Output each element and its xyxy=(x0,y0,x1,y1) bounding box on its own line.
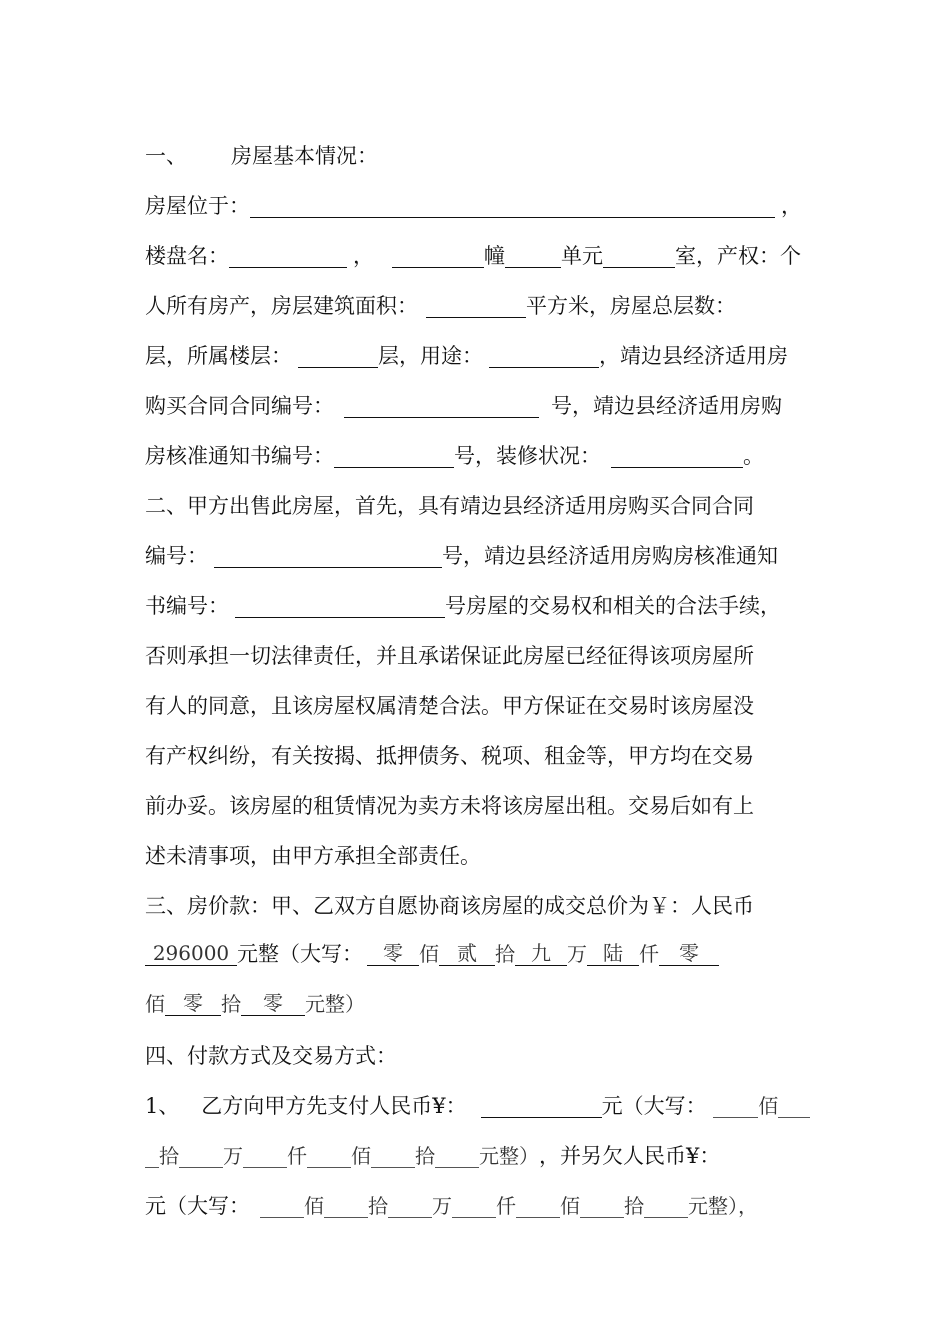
section2-line1 xyxy=(145,478,810,518)
payment-line2 xyxy=(145,1128,810,1168)
payment-bai: 佰 xyxy=(758,1094,779,1118)
payment-shi-blank-a[interactable] xyxy=(778,1097,810,1118)
building-label: 楼盘名： xyxy=(145,244,229,268)
floor-line xyxy=(145,328,810,368)
owe-bai2-blank[interactable] xyxy=(516,1197,560,1218)
section2-line8 xyxy=(145,828,810,868)
section2-line5 xyxy=(145,678,810,718)
section2-label-3: 书编号： xyxy=(145,594,229,618)
price-unit-5: 佰 xyxy=(145,992,165,1016)
section2-line7 xyxy=(145,778,810,818)
owe-wan-blank[interactable] xyxy=(388,1197,432,1218)
owe-shi-blank[interactable] xyxy=(324,1197,368,1218)
use-label: 层，用途： xyxy=(378,344,483,368)
owe-bai-blank[interactable] xyxy=(260,1197,304,1218)
price-unit-6: 拾 xyxy=(221,992,241,1016)
floor-blank[interactable] xyxy=(298,345,378,368)
owe-shi2: 拾 xyxy=(624,1194,644,1218)
notice-no-blank[interactable] xyxy=(334,445,454,468)
payment-shi2: 拾 xyxy=(415,1144,435,1168)
section2-notice-blank[interactable] xyxy=(235,595,445,618)
owe-yuan-label: 元（大写： xyxy=(145,1194,250,1218)
dong-label: 幢 xyxy=(484,244,505,268)
section2-text-2: 号，靖边县经济适用房购房核准通知 xyxy=(442,544,778,568)
notice-no-label: 房核准通知书编号： xyxy=(145,444,334,468)
room-label: 室，产权：个 xyxy=(675,244,801,268)
decoration-end: 。 xyxy=(743,444,764,468)
price-unit-1: 佰 xyxy=(419,942,439,966)
section2-text-7: 前办妥。该房屋的租赁情况为卖方未将该房屋出租。交易后如有上 xyxy=(145,794,754,818)
section1-heading-text: 房屋基本情况： xyxy=(231,144,378,168)
payment-amount-blank[interactable] xyxy=(481,1095,602,1118)
contract-label: ，靖边县经济适用房 xyxy=(599,344,788,368)
payment-shi2-blank[interactable] xyxy=(371,1147,415,1168)
notice-no-line xyxy=(145,428,810,468)
unit-blank[interactable] xyxy=(505,245,561,268)
payment-line1 xyxy=(145,1078,810,1118)
area-label: 人所有房产，房层建筑面积： xyxy=(145,294,418,318)
owe-qian-blank[interactable] xyxy=(452,1197,496,1218)
section1-heading-num: 一、 xyxy=(145,144,187,168)
decoration-blank[interactable] xyxy=(611,445,743,468)
decoration-label: 号，装修状况： xyxy=(454,444,601,468)
payment-bai-blank[interactable] xyxy=(713,1097,759,1118)
section2-text-1: 二、甲方出售此房屋，首先，具有靖边县经济适用房购买合同合同 xyxy=(145,494,754,518)
price-amount[interactable]: 296000 xyxy=(145,941,237,966)
price-digit-7[interactable]: 零 xyxy=(241,991,305,1016)
price-unit-3: 万 xyxy=(567,942,587,966)
building-line xyxy=(145,228,810,268)
location-comma: ， xyxy=(781,194,802,218)
area-blank[interactable] xyxy=(426,295,526,318)
section4-heading-text: 四、付款方式及交易方式： xyxy=(145,1044,397,1068)
owe-bai: 佰 xyxy=(304,1194,324,1218)
price-unit-4: 仟 xyxy=(639,942,659,966)
payment-label: 乙方向甲方先支付人民币¥： xyxy=(201,1094,467,1118)
contract-no-blank[interactable] xyxy=(344,395,539,418)
section2-line4 xyxy=(145,628,810,668)
price-digit-3[interactable]: 九 xyxy=(515,941,567,966)
dong-blank[interactable] xyxy=(392,245,484,268)
unit-label: 单元 xyxy=(561,244,603,268)
owe-bai2: 佰 xyxy=(560,1194,580,1218)
owe-end: 元整）， xyxy=(688,1194,758,1218)
building-blank[interactable] xyxy=(229,245,347,268)
section2-label-2: 编号： xyxy=(145,544,208,568)
payment-bai2: 佰 xyxy=(351,1144,371,1168)
payment-wan: 万 xyxy=(223,1144,243,1168)
payment-line3 xyxy=(145,1178,810,1218)
section3-text-1: 三、房价款：甲、乙双方自愿协商该房屋的成交总价为￥：人民币 xyxy=(145,894,754,918)
price-digit-2[interactable]: 贰 xyxy=(439,941,495,966)
price-end: 元整） xyxy=(305,992,365,1016)
payment-shi: 拾 xyxy=(159,1144,179,1168)
use-blank[interactable] xyxy=(489,345,599,368)
section2-line3 xyxy=(145,578,810,618)
area-line xyxy=(145,278,810,318)
section2-line2 xyxy=(145,528,810,568)
price-yuan-label: 元整（大写： xyxy=(237,942,363,966)
payment-yuanzheng: 元整） xyxy=(479,1144,539,1168)
contract-no-line xyxy=(145,378,810,418)
section2-text-8: 述未清事项，由甲方承担全部责任。 xyxy=(145,844,481,868)
location-line xyxy=(145,178,810,218)
contract-no-end: 号，靖边县经济适用房购 xyxy=(551,394,782,418)
price-digit-4[interactable]: 陆 xyxy=(587,941,639,966)
owe-yuan-blank[interactable] xyxy=(644,1197,688,1218)
price-unit-2: 拾 xyxy=(495,942,515,966)
section2-text-4: 否则承担一切法律责任，并且承诺保证此房屋已经征得该项房屋所 xyxy=(145,644,754,668)
owe-shi2-blank[interactable] xyxy=(580,1197,624,1218)
section2-text-6: 有产权纠纷，有关按揭、抵押债务、税项、租金等，甲方均在交易 xyxy=(145,744,754,768)
payment-yuan-label: 元（大写： xyxy=(601,1094,707,1118)
payment-yuan-blank[interactable] xyxy=(435,1147,479,1168)
price-digit-1[interactable]: 零 xyxy=(367,941,419,966)
section2-line6 xyxy=(145,728,810,768)
section1-heading xyxy=(145,128,810,168)
payment-owe-label: ，并另欠人民币¥： xyxy=(539,1144,721,1168)
owe-qian: 仟 xyxy=(496,1194,516,1218)
price-digit-5[interactable]: 零 xyxy=(659,941,719,966)
price-digit-6[interactable]: 零 xyxy=(165,991,221,1016)
section2-text-5: 有人的同意，且该房屋权属清楚合法。甲方保证在交易时该房屋没 xyxy=(145,694,754,718)
section2-text-3: 号房屋的交易权和相关的合法手续， xyxy=(445,594,781,618)
owe-shi: 拾 xyxy=(368,1194,388,1218)
payment-qian-blank[interactable] xyxy=(243,1147,287,1168)
payment-bai2-blank[interactable] xyxy=(307,1147,351,1168)
payment-num: 1、 xyxy=(145,1094,180,1118)
section3-line3 xyxy=(145,976,810,1016)
section2-contract-blank[interactable] xyxy=(214,545,442,568)
payment-wan-blank[interactable] xyxy=(179,1147,223,1168)
section3-line2 xyxy=(145,926,810,966)
building-comma: ， xyxy=(353,244,374,268)
location-blank[interactable] xyxy=(250,195,775,218)
location-label: 房屋位于： xyxy=(145,194,250,218)
owe-wan: 万 xyxy=(432,1194,452,1218)
payment-shi-blank-b[interactable] xyxy=(145,1147,159,1168)
room-blank[interactable] xyxy=(603,245,675,268)
contract-no-label: 购买合同合同编号： xyxy=(145,394,334,418)
section3-line1 xyxy=(145,878,810,918)
sqm-label: 平方米，房屋总层数： xyxy=(526,294,736,318)
payment-qian: 仟 xyxy=(287,1144,307,1168)
section4-heading xyxy=(145,1028,810,1068)
floors-label: 层，所属楼层： xyxy=(145,344,292,368)
